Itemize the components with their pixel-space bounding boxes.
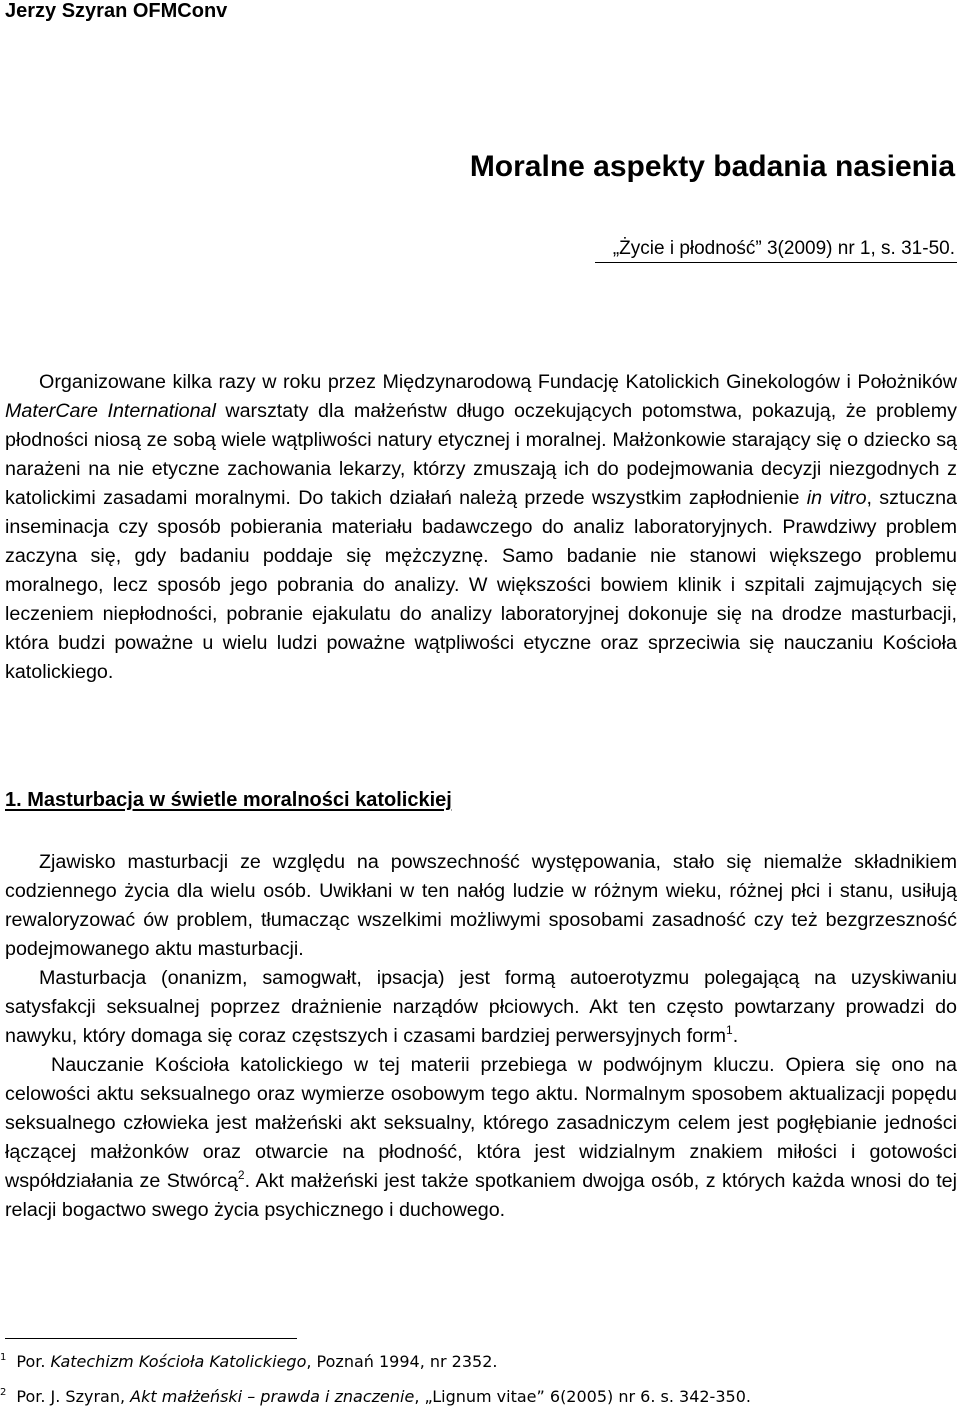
citation-rule [595, 262, 957, 263]
footnote-1-number: 1 [0, 1352, 7, 1363]
section-paragraph-2 [5, 964, 957, 1051]
footnote-2-number: 2 [0, 1387, 7, 1398]
footnote-ref-1[interactable]: 1 [726, 1023, 733, 1037]
section-body [5, 848, 957, 1225]
section-heading: 1. Masturbacja w świetle moralności katolickiej [5, 789, 452, 811]
footnote-1-pre: Por. [16, 1352, 46, 1371]
footnote-separator [5, 1338, 297, 1339]
footnote-2-pre: Por. J. Szyran, [16, 1387, 126, 1406]
intro-text-2: warsztaty dla małżeństw długo oczekujących potomstwa, pokazują, że problemy płodności niosą ze sobą wiele wątpliwości natury etycznej i moralnej. Małżonkowie starający się o dziecko są narażeni na nie etyczne zachowania lekarzy, którzy zmuszają ich do podejmowania decyzji niezgodnych z katolickimi zasadami moralnymi. Do takich działań należą przede wszystkim zapłodnienie [5, 400, 957, 509]
paragraph-2-end: . [732, 1025, 739, 1047]
intro-text-3: , sztuczna inseminacja czy sposób pobierania materiału badawczego do analiz laboratoryjnych. Prawdziwy problem zaczyna się, gdy badaniu poddaje się mężczyznę. Samo badanie nie stanowi większego problemu moralnego, lecz sposób jego pobrania do analizy. W większości bowiem klinik i szpitali zajmujących się leczeniem niepłodności, pobranie ejakulatu do analizy laboratoryjnej dokonuje się na drodze masturbacji, która budzi poważne u wielu ludzi poważne wątpliwości etyczne oraz sprzeciwia się nauczaniu Kościoła katolickiego. [5, 487, 957, 683]
footnote-2 [0, 1387, 751, 1406]
paragraph-2-text: Masturbacja (onanizm, samogwałt, ipsacja) jest formą autoerotyzmu polegającą na uzyskiwaniu satysfakcji seksualnej poprzez drażnienie narządów płciowych. Akt ten często powtarzany prowadzi do nawyku, który domaga się coraz częstszych i czasami bardziej perwersyjnych form [5, 967, 957, 1047]
section-paragraph-3 [5, 1051, 957, 1225]
source-citation: „Życie i płodność” 3(2009) nr 1, s. 31-50. [612, 238, 955, 259]
document-author: Jerzy Szyran OFMConv [5, 0, 228, 22]
footnote-2-title: Akt małżeński – prawda i znaczenie [130, 1387, 415, 1406]
footnote-1-title: Katechizm Kościoła Katolickiego [50, 1352, 307, 1371]
footnote-1-post: , Poznań 1994, nr 2352. [306, 1352, 498, 1371]
document-title: Moralne aspekty badania nasienia [469, 150, 955, 183]
intro-italic-organization: MaterCare International [5, 400, 216, 422]
paragraph-3-rest: . Akt małżeński jest także spotkaniem dwojga osób, z których każda wnosi do tej relacji bogactwo swego życia psychicznego i duchowego. [5, 1170, 957, 1221]
footnote-1 [0, 1352, 497, 1371]
section-paragraph-1: Zjawisko masturbacji ze względu na powszechność występowania, stało się niemalże składnikiem codziennego życia dla wielu osób. Uwikłani w ten nałóg ludzie w różnym wieku, różnej płci i stanu, usiłują rewaloryzować ów problem, tłumacząc wszelkimi możliwymi sposobami zasadność czy też bezgrzeszność podejmowanego aktu masturbacji. [5, 851, 957, 960]
intro-text-1: Organizowane kilka razy w roku przez Międzynarodową Fundację Katolickich Ginekologów i Położników [39, 371, 957, 393]
intro-italic-in-vitro: in vitro [806, 487, 867, 509]
intro-paragraph [5, 368, 957, 687]
footnote-2-post: , „Lignum vitae” 6(2005) nr 6. s. 342-350. [414, 1387, 751, 1406]
footnote-ref-2[interactable]: 2 [237, 1168, 245, 1182]
paragraph-3-text: Nauczanie Kościoła katolickiego w tej materii przebiega w podwójnym kluczu. Opiera się ono na celowości aktu seksualnego oraz wymierze osobowym tego aktu. Normalnym sposobem aktualizacji popędu seksualnego człowieka jest małżeński akt seksualny, którego zasadniczym celem jest pogłębianie jedności łączącej małżonków oraz otwarcie na płodność, która jest widzialnym znakiem miłości i gotowości współdziałania ze Stwórcą [5, 1054, 957, 1192]
